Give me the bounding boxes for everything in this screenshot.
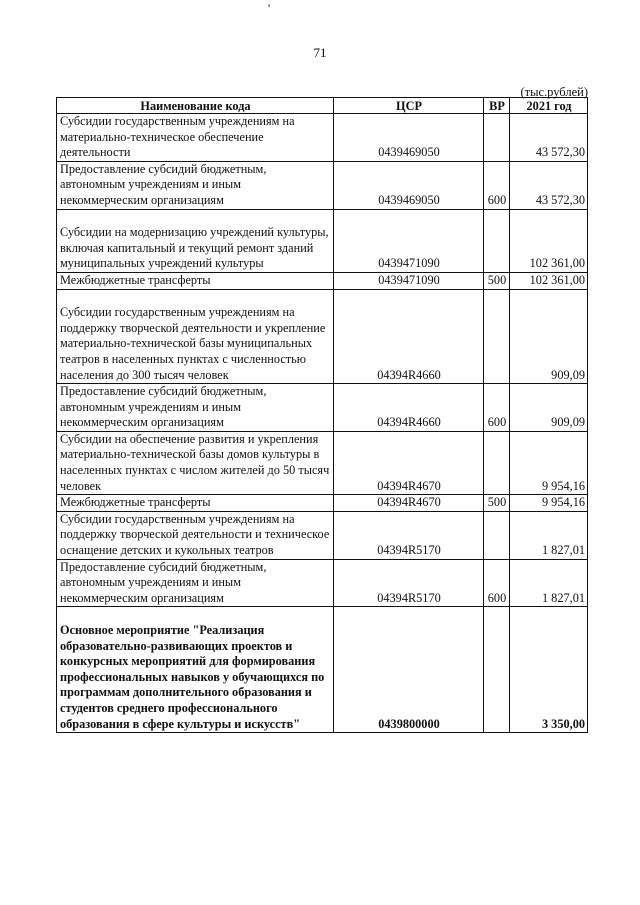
cell-csr: 04394R4660 bbox=[334, 289, 484, 384]
row-spacer bbox=[60, 607, 331, 623]
table-row bbox=[57, 114, 588, 162]
cell-vr bbox=[484, 209, 510, 272]
table-row bbox=[57, 209, 588, 272]
cell-vr: 600 bbox=[484, 559, 510, 607]
cell-name bbox=[57, 495, 334, 512]
cell-name-text: Субсидии государственным учреждениям на поддержку творческой деятельности и укрепление материально-технической базы муниципальных театров в населенных пунктах с численностью населения до 300 тысяч человек bbox=[60, 305, 326, 382]
cell-name bbox=[57, 559, 334, 607]
cell-vr: 600 bbox=[484, 161, 510, 209]
cell-name-text: Субсидии на модернизацию учреждений культуры, включая капитальный и текущий ремонт зданий муниципальных учреждений культуры bbox=[60, 225, 329, 271]
cell-amount: 43 572,30 bbox=[510, 161, 588, 209]
budget-table bbox=[56, 97, 588, 733]
table-header-row bbox=[57, 98, 588, 114]
cell-amount: 43 572,30 bbox=[510, 114, 588, 162]
cell-vr bbox=[484, 511, 510, 559]
cell-name bbox=[57, 431, 334, 494]
row-spacer bbox=[60, 210, 331, 226]
cell-amount: 1 827,01 bbox=[510, 511, 588, 559]
cell-csr: 0439469050 bbox=[334, 114, 484, 162]
table-row bbox=[57, 384, 588, 432]
table-row bbox=[57, 495, 588, 512]
units-label: (тыс.рублей) bbox=[520, 85, 588, 99]
cell-csr: 0439471090 bbox=[334, 272, 484, 289]
cell-amount: 1 827,01 bbox=[510, 559, 588, 607]
cell-csr: 04394R4660 bbox=[334, 384, 484, 432]
cell-csr: 04394R4670 bbox=[334, 431, 484, 494]
cell-csr: 0439469050 bbox=[334, 161, 484, 209]
column-header-year: 2021 год bbox=[510, 98, 588, 114]
page-number: 71 bbox=[313, 45, 327, 60]
table-row bbox=[57, 559, 588, 607]
cell-amount: 3 350,00 bbox=[510, 607, 588, 733]
cell-vr bbox=[484, 431, 510, 494]
row-spacer bbox=[60, 290, 331, 306]
cell-amount: 9 954,16 bbox=[510, 495, 588, 512]
cell-csr: 04394R5170 bbox=[334, 559, 484, 607]
cell-name bbox=[57, 272, 334, 289]
cell-csr: 0439471090 bbox=[334, 209, 484, 272]
table-row bbox=[57, 431, 588, 494]
table-row bbox=[57, 161, 588, 209]
cell-name-text: Предоставление субсидий бюджетным, автономным учреждениям и иным некоммерческим организациям bbox=[60, 384, 267, 430]
table-row bbox=[57, 607, 588, 733]
cell-name-text: Субсидии государственным учреждениям на поддержку творческой деятельности и техническое оснащение детских и кукольных театров bbox=[60, 511, 330, 558]
column-header-csr: ЦСР bbox=[334, 98, 484, 114]
cell-name-text: Межбюджетные трансферты bbox=[60, 272, 211, 287]
scan-mark: ' bbox=[268, 1, 271, 15]
cell-amount: 102 361,00 bbox=[510, 209, 588, 272]
cell-name bbox=[57, 607, 334, 733]
cell-name-text: Субсидии государственным учреждениям на материально-техническое обеспечение деятельности bbox=[60, 114, 295, 160]
cell-name bbox=[57, 161, 334, 209]
cell-name-text: Основное мероприятие "Реализация образовательно-развивающих проектов и конкурсных мероприятий для формирования профессиональных навыков у обучающихся по программам дополнительного образования и студентов среднего профессионального образования в сфере культуры и искусств" bbox=[60, 623, 325, 731]
cell-amount: 909,09 bbox=[510, 384, 588, 432]
table-body bbox=[57, 114, 588, 733]
table-row bbox=[57, 272, 588, 289]
cell-amount: 102 361,00 bbox=[510, 272, 588, 289]
cell-amount: 909,09 bbox=[510, 289, 588, 384]
cell-name bbox=[57, 114, 334, 162]
cell-name-text: Предоставление субсидий бюджетным, автономным учреждениям и иным некоммерческим организациям bbox=[60, 559, 267, 605]
cell-name bbox=[57, 209, 334, 272]
cell-name bbox=[57, 511, 334, 559]
cell-name-text: Предоставление субсидий бюджетным, автономным учреждениям и иным некоммерческим организациям bbox=[60, 161, 267, 207]
cell-name-text: Субсидии на обеспечение развития и укрепления материально-технической базы домов культуры в населенных пунктах с числом жителей до 50 тысяч человек bbox=[60, 431, 330, 493]
cell-csr: 0439800000 bbox=[334, 607, 484, 733]
table-row bbox=[57, 289, 588, 384]
cell-csr: 04394R5170 bbox=[334, 511, 484, 559]
cell-vr bbox=[484, 607, 510, 733]
cell-amount: 9 954,16 bbox=[510, 431, 588, 494]
cell-name bbox=[57, 384, 334, 432]
cell-vr bbox=[484, 114, 510, 162]
cell-csr: 04394R4670 bbox=[334, 495, 484, 512]
column-header-vr: ВР bbox=[484, 98, 510, 114]
cell-vr bbox=[484, 289, 510, 384]
cell-vr: 500 bbox=[484, 272, 510, 289]
table-row bbox=[57, 511, 588, 559]
cell-name bbox=[57, 289, 334, 384]
cell-vr: 600 bbox=[484, 384, 510, 432]
cell-name-text: Межбюджетные трансферты bbox=[60, 495, 211, 510]
cell-vr: 500 bbox=[484, 495, 510, 512]
column-header-name: Наименование кода bbox=[57, 98, 334, 114]
